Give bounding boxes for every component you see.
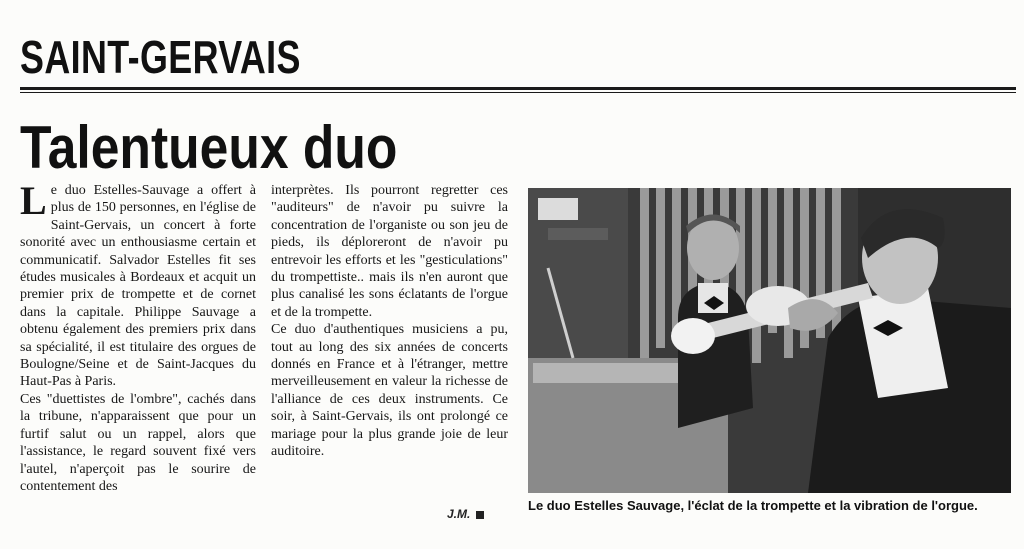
section-rule-thin bbox=[20, 92, 1016, 93]
paragraph-text: e duo Estelles-Sauvage a offert à plus de 150 personnes, en l'église de Saint-Gervais, un concert à forte sonorité avec un enthousiasme certain et communicatif. Salvador Estelles fit ses études musicales à Bordeaux et acquit un premier prix de trompette et de cornet dans la capitale. Philippe Sauvage a obtenu également des premiers prix dans sa spécialité, il est titulaire des orgues de Boulogne/Seine et de Saint-Jacques du Haut-Pas à Paris. bbox=[20, 183, 256, 390]
article-column-2 bbox=[271, 182, 508, 461]
photo-caption: Le duo Estelles Sauvage, l'éclat de la trompette et la vibration de l'orgue. bbox=[528, 498, 978, 513]
signature-text: J.M. bbox=[447, 507, 471, 521]
section-rule bbox=[20, 87, 1016, 90]
photo-illustration bbox=[528, 188, 1011, 493]
drop-cap: L bbox=[20, 178, 47, 223]
author-signature bbox=[447, 507, 484, 521]
end-mark-icon bbox=[476, 511, 484, 519]
headline: Talentueux duo bbox=[20, 114, 398, 181]
article-column-1 bbox=[20, 178, 256, 495]
article-paragraph: Ces "duettistes de l'ombre", cachés dans la tribune, n'apparaissent que pour un furtif salut ou un rappel, alors que l'assistance, le regard souvent fixé vers l'autel, n'aperçoit pas le sourire de contentement des bbox=[20, 391, 256, 494]
article-paragraph: interprètes. Ils pourront regretter ces "auditeurs" de n'avoir pu suivre la concentration de l'organiste ou son jeu de pieds, ils déploreront de n'avoir pu entrevoir les efforts et les "gesticulations" du trompettiste.. mais ils n'en auront que plus canalisé les sons éclatants de l'orgue et de la trompette. bbox=[271, 183, 508, 320]
article-paragraph: Ce duo d'authentiques musiciens a pu, tout au long des six années de concerts donnés en France et à l'étranger, mettre merveilleusement en valeur la richesse de l'alliance de ces deux instruments. Ce soir, à Saint-Gervais, ils ont prolongé ce mariage pour la plus grande joie de leur auditoire. bbox=[271, 322, 508, 460]
article-paragraph bbox=[20, 178, 256, 391]
section-title: SAINT-GERVAIS bbox=[20, 31, 301, 83]
photo bbox=[528, 188, 1011, 493]
